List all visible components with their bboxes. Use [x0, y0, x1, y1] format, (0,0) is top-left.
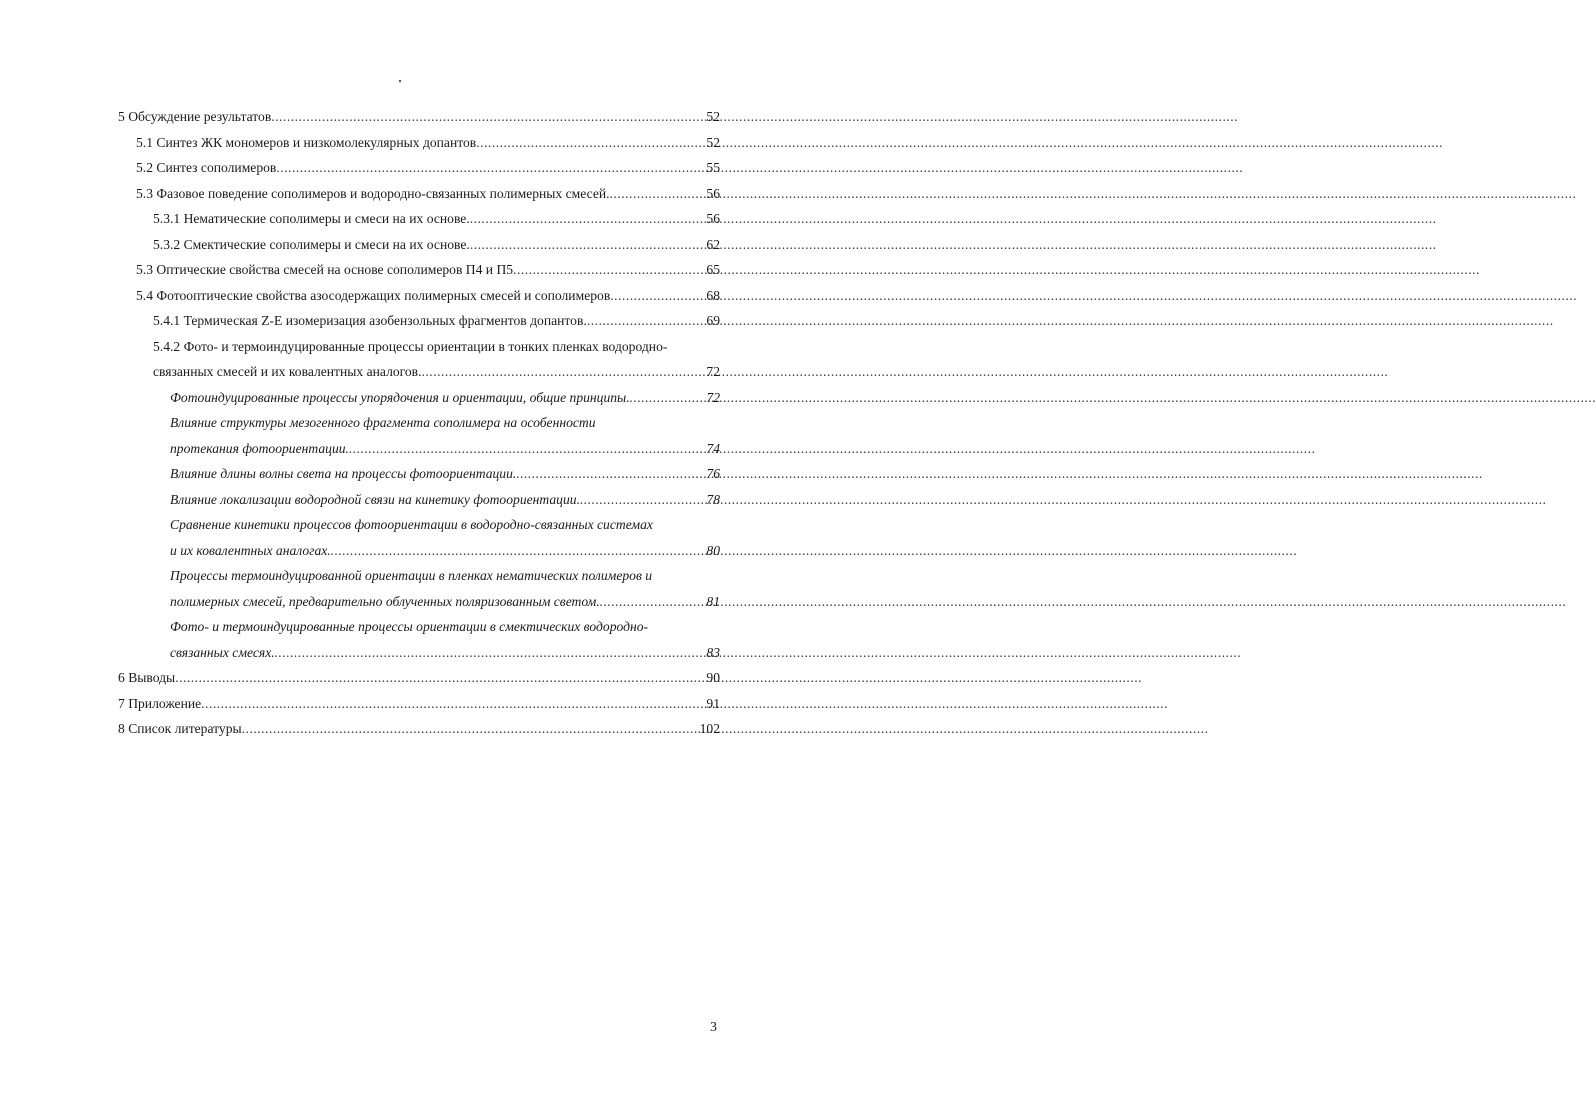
toc-entry-5-3-optical [118, 257, 720, 283]
toc-page-number: 65 [706, 262, 720, 277]
toc-label: протекания фотоориентации. [170, 440, 349, 456]
toc-page-number: 81 [706, 593, 720, 609]
toc-label: связанных смесей и их ковалентных аналогов. [153, 364, 422, 379]
scan-dot-mark [399, 80, 401, 82]
toc-page-number: 83 [706, 644, 720, 660]
dot-leader [476, 130, 706, 156]
toc-label: 7 Приложение [118, 695, 202, 711]
dot-leader [470, 206, 707, 232]
toc-entry-5-4-2-line2 [118, 359, 720, 385]
toc-page-number: 90 [706, 670, 720, 685]
toc-page-number: 52 [706, 109, 720, 124]
toc-page-number: 52 [706, 134, 720, 150]
toc-entry-5-3 [118, 181, 720, 207]
dot-leader [201, 691, 706, 717]
table-of-contents [118, 104, 720, 742]
toc-label: 5.3 Фазовое поведение сополимеров и водородно-связанных полимерных смесей. [136, 185, 610, 201]
toc-page-number: 74 [706, 440, 720, 456]
toc-entry-5-3-1 [118, 206, 720, 232]
dot-leader [275, 640, 707, 666]
toc-page-number: 56 [706, 211, 720, 226]
toc-label: 5.4.1 Термическая Z-E изомеризация азобензольных фрагментов допантов. [153, 313, 587, 328]
dot-leader [331, 538, 707, 564]
dot-leader [630, 385, 707, 411]
toc-entry-5 [118, 104, 720, 130]
dot-leader [587, 308, 707, 334]
toc-page-number: 72 [706, 389, 720, 405]
toc-entry-smectic-line2 [118, 640, 720, 666]
dot-leader [271, 104, 706, 130]
toc-page-number: 68 [706, 287, 720, 303]
toc-label: связанных смесях. [170, 644, 275, 660]
toc-page-number: 91 [706, 695, 720, 711]
toc-entry-5-3-2 [118, 232, 720, 258]
toc-label: 5 Обсуждение результатов [118, 109, 272, 124]
toc-page-number: 76 [706, 466, 720, 481]
toc-entry-5-4-1 [118, 308, 720, 334]
toc-entry-thermo-orientation-line1 [118, 563, 720, 589]
toc-label: 6 Выводы [118, 670, 176, 685]
toc-page-number: 78 [706, 491, 720, 507]
toc-page-number: 55 [706, 160, 720, 175]
toc-label: Фото- и термоиндуцированные процессы ориентации в смектических водородно- [170, 619, 649, 634]
toc-label: полимерных смесей, предварительно облученных поляризованным светом. [170, 593, 600, 609]
toc-label: 5.4.2 Фото- и термоиндуцированные процессы ориентации в тонких пленках водородно- [153, 338, 668, 354]
toc-label: Сравнение кинетики процессов фотоориентации в водородно-связанных системах [170, 517, 653, 532]
toc-page-number: 69 [706, 313, 720, 328]
toc-entry-mesogen-structure-line1 [118, 410, 720, 436]
toc-entry-wavelength [118, 461, 720, 487]
dot-leader [422, 359, 707, 385]
toc-entry-kinetics-comparison-line2 [118, 538, 720, 564]
toc-label: 5.3.2 Смектические сополимеры и смеси на их основе. [153, 236, 470, 252]
toc-label: Влияние структуры мезогенного фрагмента сополимера на особенности [170, 415, 596, 430]
toc-entry-5-4-2-line1 [118, 334, 720, 360]
toc-label: 5.1 Синтез ЖК мономеров и низкомолекулярных допантов [136, 134, 477, 150]
toc-label: Фотоиндуцированные процессы упорядочения и ориентации, общие принципы. [170, 389, 630, 405]
toc-label: 5.3 Оптические свойства смесей на основе сополимеров П4 и П5 [136, 262, 514, 277]
page-number: 3 [710, 1020, 717, 1035]
toc-entry-5-4 [118, 283, 720, 309]
dot-leader [600, 589, 707, 615]
dot-leader [242, 716, 700, 742]
dot-leader [470, 232, 707, 258]
toc-label: 8 Список литературы [118, 721, 242, 736]
toc-entry-8 [118, 716, 720, 742]
dot-leader [276, 155, 706, 181]
toc-label: 5.4 Фотооптические свойства азосодержащих полимерных смесей и сополимеров [136, 287, 611, 303]
toc-label: 5.3.1 Нематические сополимеры и смеси на их основе. [153, 211, 470, 226]
toc-page-number: 72 [706, 364, 720, 379]
toc-entry-smectic-line1 [118, 614, 720, 640]
toc-page-number: 56 [706, 185, 720, 201]
toc-entry-kinetics-comparison-line1 [118, 512, 720, 538]
toc-entry-5-2 [118, 155, 720, 181]
toc-page-number: 102 [699, 721, 720, 736]
dot-leader [610, 283, 706, 309]
toc-label: и их ковалентных аналогах. [170, 542, 331, 558]
dot-leader [610, 181, 707, 207]
toc-page-number: 80 [706, 542, 720, 558]
toc-label: Влияние локализации водородной связи на кинетику фотоориентации. [170, 491, 580, 507]
toc-entry-7 [118, 691, 720, 717]
toc-page-number: 62 [706, 236, 720, 252]
toc-entry-thermo-orientation-line2 [118, 589, 720, 615]
toc-entry-photoinduced-principles [118, 385, 720, 411]
dot-leader [516, 461, 706, 487]
dot-leader [349, 436, 706, 462]
toc-entry-6 [118, 665, 720, 691]
dot-leader [580, 487, 706, 513]
dot-leader [175, 665, 706, 691]
toc-label: Процессы термоиндуцированной ориентации в пленках нематических полимеров и [170, 568, 653, 583]
toc-entry-5-1 [118, 130, 720, 156]
toc-label: 5.2 Синтез сополимеров [136, 160, 277, 175]
toc-entry-hbond-localization [118, 487, 720, 513]
toc-entry-mesogen-structure-line2 [118, 436, 720, 462]
toc-label: Влияние длины волны света на процессы фотоориентации. [170, 466, 517, 481]
dot-leader [513, 257, 706, 283]
